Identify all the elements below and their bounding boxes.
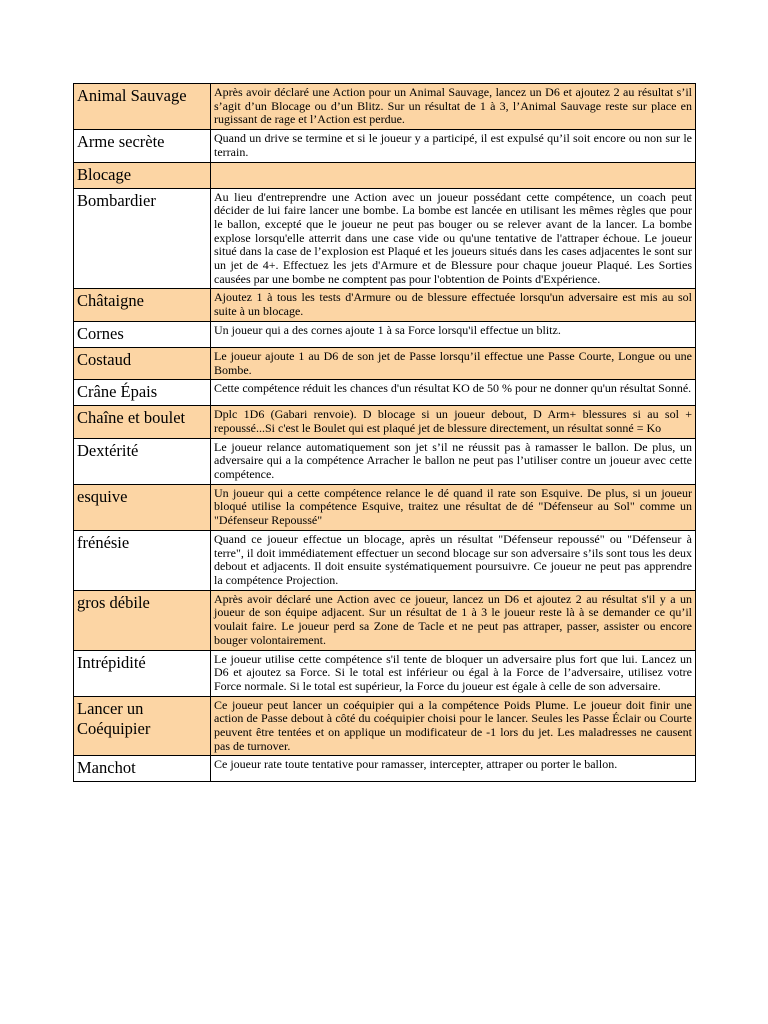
skill-name: Lancer un Coéquipier [74, 696, 211, 756]
table-row [74, 347, 696, 379]
skill-description: Un joueur qui a des cornes ajoute 1 à sa Force lorsqu'il effectue un blitz. [211, 321, 696, 347]
skill-description: Ajoutez 1 à tous les tests d'Armure ou de blessure effectuée lorsqu'un adversaire est mis au sol suite à un blocage. [211, 289, 696, 321]
skill-name: Manchot [74, 756, 211, 782]
skill-name: gros débile [74, 590, 211, 650]
table-row [74, 84, 696, 130]
table-row [74, 530, 696, 590]
table-row [74, 130, 696, 162]
table-row [74, 188, 696, 289]
skill-description: Le joueur ajoute 1 au D6 de son jet de Passe lorsqu’il effectue une Passe Courte, Longue ou une Bombe. [211, 347, 696, 379]
skill-description [211, 162, 696, 188]
skills-table [73, 83, 696, 782]
skill-name: Cornes [74, 321, 211, 347]
skill-description: Au lieu d'entreprendre une Action avec un joueur possédant cette compétence, un coach peut décider de lui faire lancer une bombe. La bombe est lancée en utilisant les mêmes règles que pour le ballon, excepté que le joueur ne peut pas bouger ou se relever avant de la lancer. La bombe explose lorsqu'elle atterrit dans une case vide ou qu'une tentative de l'attraper échoue. Le joueur situé dans la case de l’explosion est Plaqué et les joueurs situés dans les cases adjacentes le sont sur un jet de 4+. Effectuez les jets d'Armure et de Blessure pour chaque joueur Plaqué. Les Sorties causées par une bombe ne comptent pas pour l'obtention de Points d'Expérience. [211, 188, 696, 289]
skill-name: Arme secrète [74, 130, 211, 162]
skill-description: Après avoir déclaré une Action avec ce joueur, lancez un D6 et ajoutez 2 au résultat s'il y a un joueur de son équipe adjacent. Sur un résultat de 1 à 3 le joueur reste là à se demander ce qu’il voulait faire. Le joueur perd sa Zone de Tacle et ne peut pas attraper, passer, assister ou encore bouger volontairement. [211, 590, 696, 650]
skill-name: Intrépidité [74, 650, 211, 696]
table-row [74, 321, 696, 347]
skill-description: Après avoir déclaré une Action pour un Animal Sauvage, lancez un D6 et ajoutez 2 au résultat s’il s’agit d’un Blocage ou d’un Blitz. Sur un résultat de 1 à 3, l’Animal Sauvage reste sur place en rugissant de rage et l’Action est perdue. [211, 84, 696, 130]
skill-name: esquive [74, 484, 211, 530]
table-row [74, 650, 696, 696]
skill-description: Ce joueur rate toute tentative pour ramasser, intercepter, attraper ou porter le ballon. [211, 756, 696, 782]
table-row [74, 756, 696, 782]
skill-name: Bombardier [74, 188, 211, 289]
skill-name: Crâne Épais [74, 380, 211, 406]
table-row [74, 406, 696, 438]
skill-name: Blocage [74, 162, 211, 188]
skill-description: Dplc 1D6 (Gabari renvoie). D blocage si un joueur debout, D Arm+ blessures si au sol + repoussé...Si c'est le Boulet qui est plaqué jet de blessure directement, un résultat sonné = Ko [211, 406, 696, 438]
skill-name: Dextérité [74, 438, 211, 484]
skill-name: Costaud [74, 347, 211, 379]
skill-name: frénésie [74, 530, 211, 590]
skill-name: Chaîne et boulet [74, 406, 211, 438]
skill-description: Le joueur relance automatiquement son jet s’il ne réussit pas à ramasser le ballon. De plus, un adversaire qui a la compétence Arracher le ballon ne peut pas l’utiliser contre un joueur avec cette compétence. [211, 438, 696, 484]
skill-name: Animal Sauvage [74, 84, 211, 130]
table-row [74, 484, 696, 530]
table-row [74, 380, 696, 406]
skill-description: Quand un drive se termine et si le joueur y a participé, il est expulsé qu’il soit encore ou non sur le terrain. [211, 130, 696, 162]
table-row [74, 162, 696, 188]
table-row [74, 289, 696, 321]
table-row [74, 696, 696, 756]
skill-description: Un joueur qui a cette compétence relance le dé quand il rate son Esquive. De plus, si un joueur bloqué utilise la compétence Esquive, traitez une résultat de dé "Défenseur au Sol" comme un "Défenseur Repoussé" [211, 484, 696, 530]
table-row [74, 438, 696, 484]
skill-name: Châtaigne [74, 289, 211, 321]
table-row [74, 590, 696, 650]
skill-description: Le joueur utilise cette compétence s'il tente de bloquer un adversaire plus fort que lui. Lancez un D6 et ajoutez sa Force. Si le total est inférieur ou égal à la Force de l’adversaire, utilisez votre Force normale. Si le total est supérieur, la Force du joueur est égale à celle de son adversaire. [211, 650, 696, 696]
skill-description: Ce joueur peut lancer un coéquipier qui a la compétence Poids Plume. Le joueur doit finir une action de Passe debout à côté du coéquipier choisi pour le lancer. Seules les Passe Éclair ou Courte peuvent être tentées et on applique un modificateur de -1 lors du jet. Les maladresses ne causent pas de turnover. [211, 696, 696, 756]
skill-description: Quand ce joueur effectue un blocage, après un résultat "Défenseur repoussé" ou "Défenseur à terre", il doit immédiatement effectuer un second blocage sur son adversaire s’ils sont tous les deux debout et adjacents. Il doit ensuite systématiquement poursuivre. Ce joueur ne peut pas apprendre la compétence Projection. [211, 530, 696, 590]
skill-description: Cette compétence réduit les chances d'un résultat KO de 50 % pour ne donner qu'un résultat Sonné. [211, 380, 696, 406]
